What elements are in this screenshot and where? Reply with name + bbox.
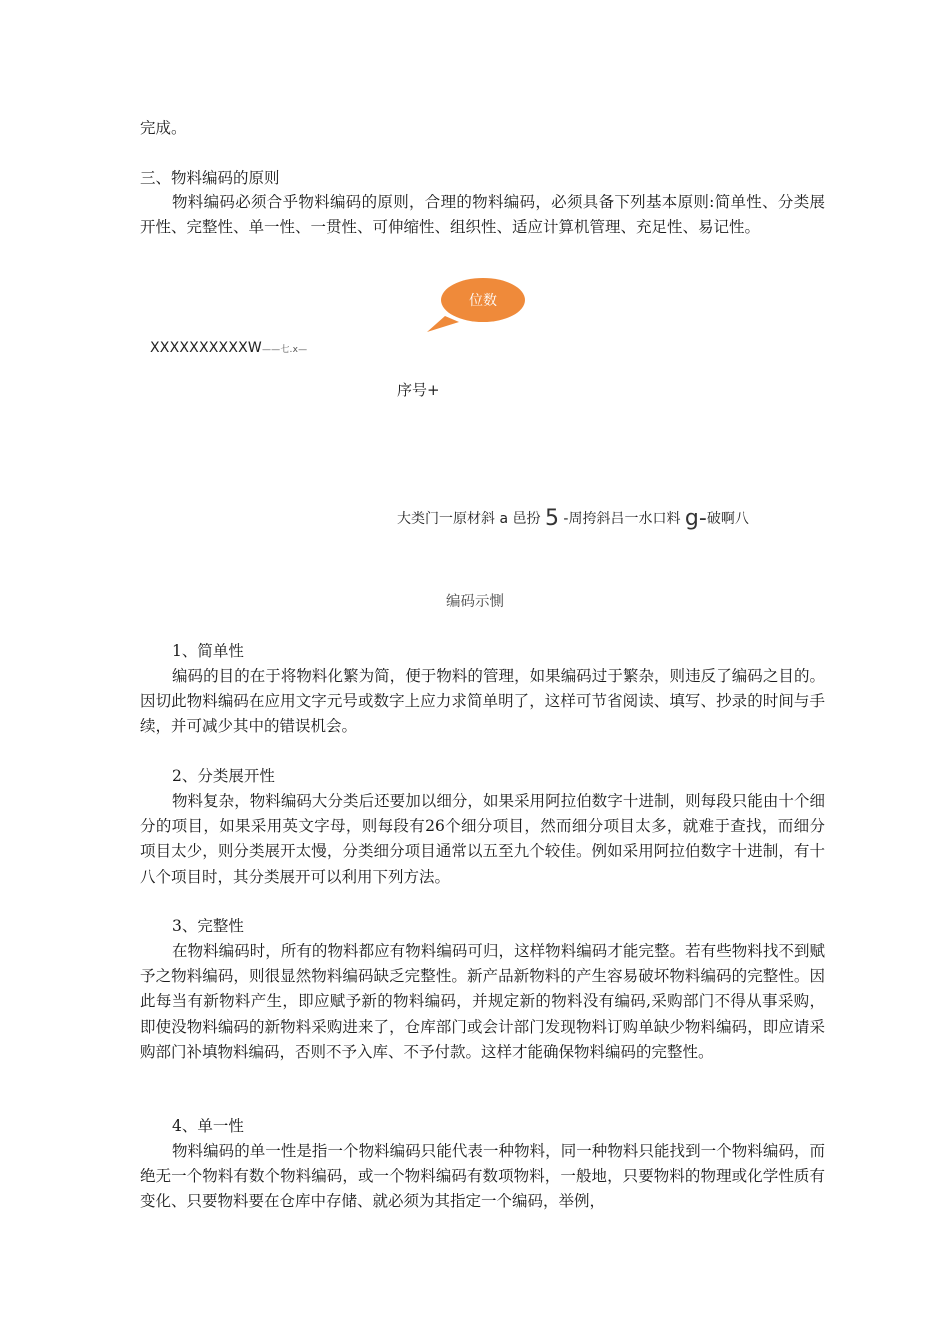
section-body: 物料复杂，物料编码大分类后还要加以细分，如果采用阿拉伯数字十进制，则每段只能由十个细分的项目，如果采用英文字母，则每段有26个细分项目，然而细分项目太多，就难于查找，而细分项目太少，则分类展开太慢，分类细分项目通常以五至九个较佳。例如采用阿拉伯数字十进制，有十八个项目时，其分类展开可以利用下列方法。	[140, 792, 825, 886]
code-main: XXXXXXXXXXW	[150, 340, 262, 356]
category-part: 邑扮	[512, 511, 541, 527]
section-body: 物料编码的单一性是指一个物料编码只能代表一种物料，同一种物料只能找到一个物料编码，而绝无一个物料有数个物料编码，或一个物料编码有数项物料，一般地，只要物料的物理或化学性质有变化、只要物料要在仓库中存储、就必须为其指定一个编码，举例，	[140, 1142, 825, 1211]
section-heading: 3、完整性	[172, 917, 244, 935]
principles-intro: 物料编码必须合乎物料编码的原则，合理的物料编码，必须具备下列基本原则:简单性、分类展开性、完整性、单一性、一贯性、可伸缩性、组织性、适应计算机管理、充足性、易记性。	[140, 193, 825, 237]
category-part: 破啊八	[706, 511, 749, 527]
category-part: -周挎斜吕一水口料	[563, 511, 681, 527]
speech-bubble-icon	[425, 276, 530, 336]
code-tail: ——七.x—	[261, 345, 308, 355]
sequence-label: 序号+	[397, 381, 440, 399]
category-part: 大类门一原材斜	[397, 511, 495, 527]
category-part: g-	[684, 506, 707, 531]
section-body: 编码的目的在于将物料化繁为简，便于物料的管理，如果编码过于繁杂，则违反了编码之目的。因切此物料编码在应用文字元号或数字上应力求简单明了，这样可节省阅读、填写、抄录的时间与手续，并可减少其中的错误机会。	[140, 667, 825, 736]
section-heading: 4、单一性	[172, 1117, 244, 1135]
section-title: 三、物料编码的原则	[140, 169, 280, 187]
category-part: 5	[544, 506, 559, 531]
bubble-label: 位数	[469, 293, 497, 309]
category-part: a	[499, 511, 509, 527]
continued-text: 完成。	[140, 119, 187, 137]
code-pattern	[150, 340, 307, 356]
diagram-caption: 编码示惻	[446, 594, 504, 610]
category-labels	[397, 506, 749, 531]
section-heading: 2、分类展开性	[172, 767, 275, 785]
section-heading: 1、简单性	[172, 642, 244, 660]
section-body: 在物料编码时，所有的物料都应有物料编码可归，这样物料编码才能完整。若有些物料找不到赋予之物料编码，则很显然物料编码缺乏完整性。新产品新物料的产生容易破坏物料编码的完整性。因此每当有新物料产生，即应赋予新的物料编码，并规定新的物料没有编码,采购部门不得从事采购，即使没物料编码的新物料采购进来了，仓库部门或会计部门发现物料订购单缺少物料编码，即应请采购部门补填物料编码，否则不予入库、不予付款。这样才能确保物料编码的完整性。	[140, 942, 825, 1061]
